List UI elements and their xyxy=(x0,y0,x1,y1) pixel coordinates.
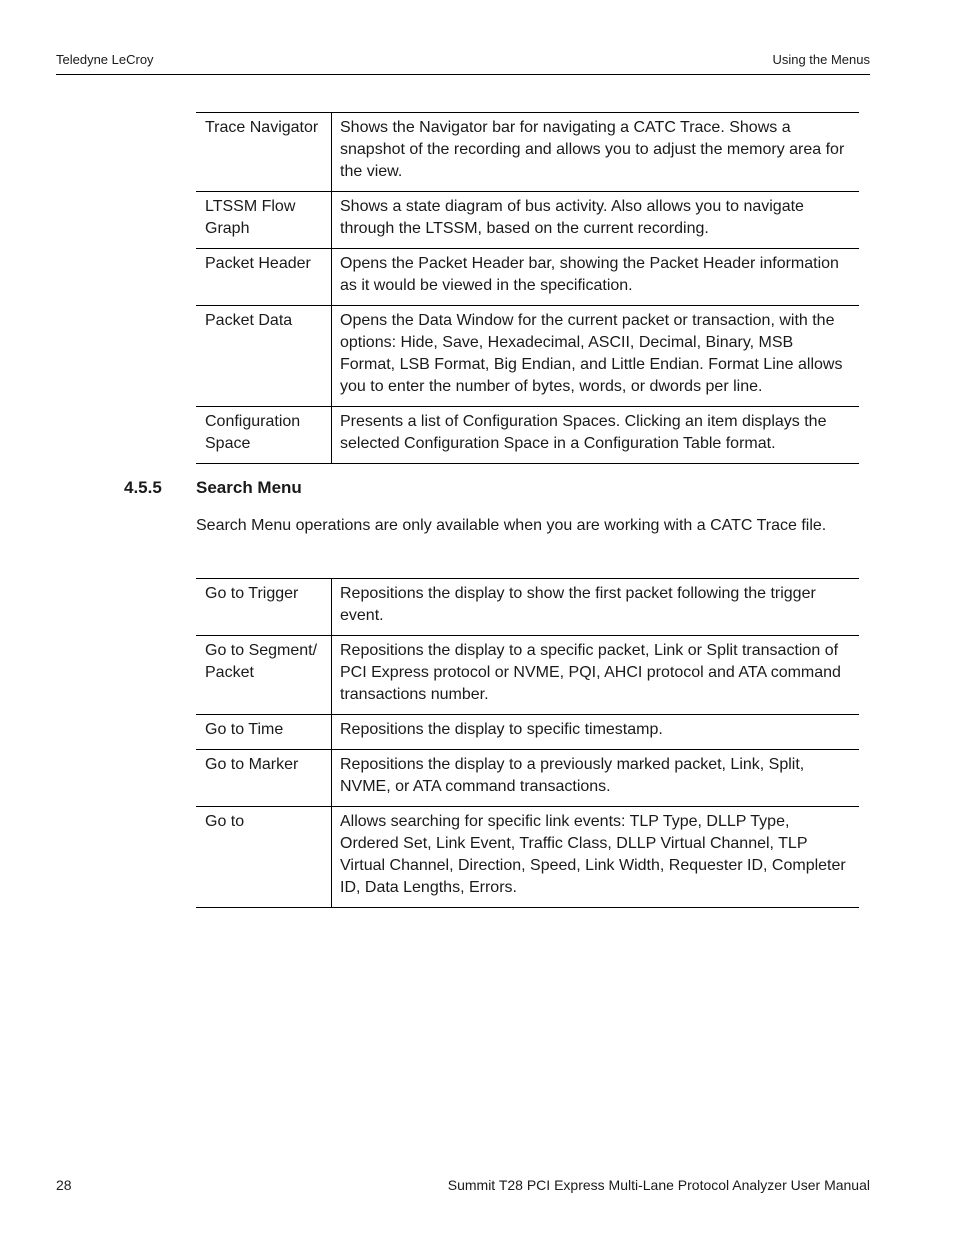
section-number: 4.5.5 xyxy=(124,478,162,497)
term-cell: Packet Header xyxy=(196,249,332,306)
table-row xyxy=(196,407,859,464)
description-cell: Repositions the display to specific timestamp. xyxy=(332,715,860,750)
description-cell: Allows searching for specific link events: TLP Type, DLLP Type, Ordered Set, Link Event, Traffic Class, DLLP Virtual Channel, TLP Virtual Channel, Direction, Speed, Link Width, Requester ID, Completer ID, Data Lengths, Errors. xyxy=(332,807,860,908)
description-cell: Opens the Data Window for the current packet or transaction, with the options: Hide, Save, Hexadecimal, ASCII, Decimal, Binary, MSB Format, LSB Format, Big Endian, and Little Endian. Format Line allows you to enter the number of bytes, words, or dwords per line. xyxy=(332,306,860,407)
description-cell: Repositions the display to a previously marked packet, Link, Split, NVME, or ATA command transactions. xyxy=(332,750,860,807)
description-cell: Repositions the display to a specific packet, Link or Split transaction of PCI Express protocol or NVME, PQI, AHCI protocol and ATA command transactions number. xyxy=(332,636,860,715)
section-intro: Search Menu operations are only available when you are working with a CATC Trace file. xyxy=(196,517,827,534)
term-cell: Trace Navigator xyxy=(196,113,332,192)
table-row xyxy=(196,113,859,192)
description-cell: Repositions the display to show the first packet following the trigger event. xyxy=(332,579,860,636)
term-cell: Packet Data xyxy=(196,306,332,407)
table-row xyxy=(196,249,859,306)
term-cell: Go to Trigger xyxy=(196,579,332,636)
section-title: Search Menu xyxy=(196,478,302,497)
term-cell: Go to Time xyxy=(196,715,332,750)
term-cell: Configuration Space xyxy=(196,407,332,464)
description-cell: Shows the Navigator bar for navigating a CATC Trace. Shows a snapshot of the recording and allows you to adjust the memory area for the view. xyxy=(332,113,860,192)
header-company: Teledyne LeCroy xyxy=(56,52,154,67)
section-heading xyxy=(124,478,302,498)
description-cell: Presents a list of Configuration Spaces. Clicking an item displays the selected Configuration Space in a Configuration Table format. xyxy=(332,407,860,464)
table-row xyxy=(196,636,859,715)
manual-title: Summit T28 PCI Express Multi-Lane Protocol Analyzer User Manual xyxy=(447,1177,870,1193)
search-menu-table xyxy=(196,578,859,908)
term-cell: Go to Segment/ Packet xyxy=(196,636,332,715)
page-footer xyxy=(56,1177,870,1193)
term-cell: Go to Marker xyxy=(196,750,332,807)
page-number: 28 xyxy=(56,1177,72,1193)
description-cell: Shows a state diagram of bus activity. Also allows you to navigate through the LTSSM, based on the current recording. xyxy=(332,192,860,249)
table-row xyxy=(196,715,859,750)
header-chapter: Using the Menus xyxy=(772,52,870,67)
page-header xyxy=(56,52,870,75)
term-cell: LTSSM Flow Graph xyxy=(196,192,332,249)
table-row xyxy=(196,807,859,908)
table-row xyxy=(196,306,859,407)
term-cell: Go to xyxy=(196,807,332,908)
view-menu-table xyxy=(196,112,859,464)
table-row xyxy=(196,579,859,636)
table-row xyxy=(196,192,859,249)
description-cell: Opens the Packet Header bar, showing the Packet Header information as it would be viewed in the specification. xyxy=(332,249,860,306)
table-row xyxy=(196,750,859,807)
